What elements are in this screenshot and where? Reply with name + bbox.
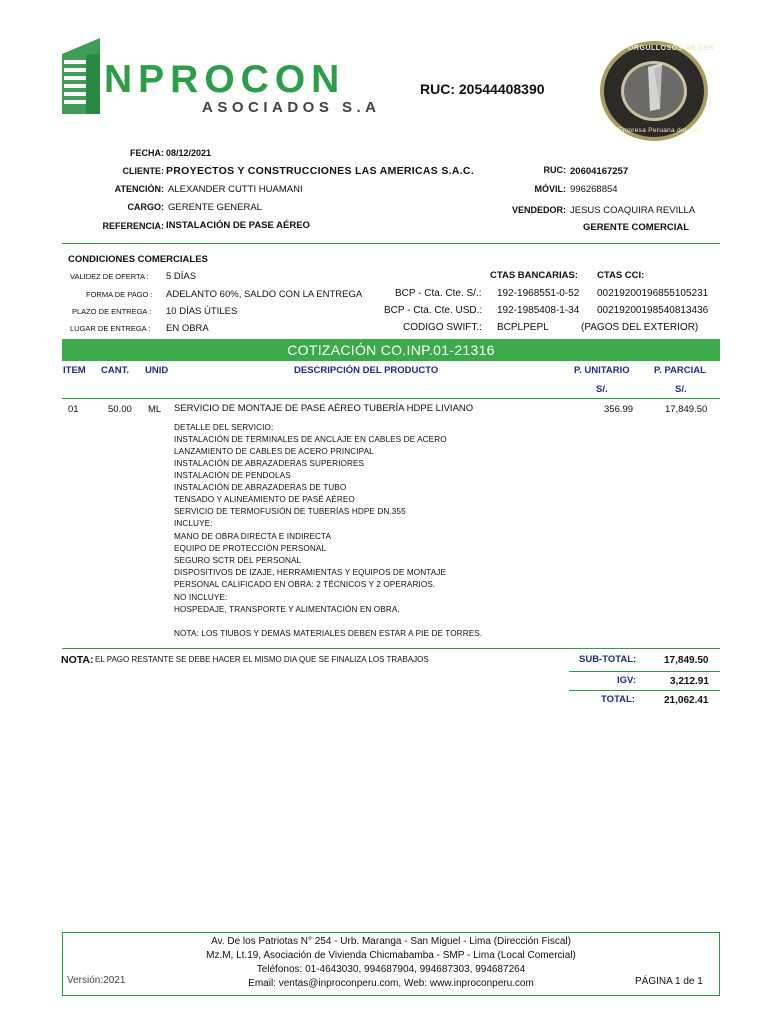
col-cant: CANT. xyxy=(101,365,129,376)
col-unit-price: P. UNITARIO xyxy=(574,365,630,376)
detail-line: INSTALACIÓN DE ABRAZADERAS SUPERIORES xyxy=(174,459,365,468)
detail-line: INSTALACIÓN DE TERMINALES DE ANCLAJE EN CABLES DE ACERO xyxy=(174,435,447,444)
cliente-value: PROYECTOS Y CONSTRUCCIONES LAS AMERICAS S.A.C. xyxy=(166,165,475,177)
footer-address-fiscal: Av. De los Patriotas N° 254 - Urb. Maranga - San Miguel - Lima (Dirección Fiscal) xyxy=(211,936,571,947)
igv-divider xyxy=(569,690,720,691)
detail-line: MANO DE OBRA DIRECTA E INDIRECTA xyxy=(174,532,332,541)
detail-line: HOSPEDAJE, TRANSPORTE Y ALIMENTACIÓN EN OBRA. xyxy=(174,605,400,614)
bcp-usd-label: BCP - Cta. Cte. USD.: xyxy=(384,305,483,316)
divider xyxy=(62,243,720,244)
detail-line: INSTALACIÓN DE PENDOLAS xyxy=(174,471,291,480)
detail-line: TENSADO Y ALINEAMIENTO DE PASÉ AÉREO xyxy=(174,495,355,504)
logo-main-text: NPROCON xyxy=(104,58,346,101)
vendedor-value: JESUS COAQUIRA REVILLA xyxy=(570,205,696,216)
row-unid: ML xyxy=(148,404,162,415)
logo-building-icon xyxy=(60,36,110,116)
atencion-label: ATENCIÓN: xyxy=(114,184,164,194)
company-ruc: RUC: 20544408390 xyxy=(420,81,545,97)
footer-version: Versión:2021 xyxy=(67,975,126,986)
subtotal-value: 17,849.50 xyxy=(664,655,709,666)
detail-line: LANZAMIENTO DE CABLES DE ACERO PRINCIPAL xyxy=(174,447,374,456)
movil-value: 996268854 xyxy=(570,184,618,195)
vendedor-cargo: GERENTE COMERCIAL xyxy=(583,222,690,233)
cci-soles-account: 00219200196855105231 xyxy=(597,288,709,299)
detail-line: SEGURO SCTR DEL PERSONAL xyxy=(174,556,302,565)
subtotal-divider xyxy=(569,671,720,672)
subtotal-label: SUB-TOTAL: xyxy=(579,654,637,665)
table-header-divider xyxy=(62,398,720,399)
validez-value: 5 DÍAS xyxy=(166,271,197,282)
row-cant: 50.00 xyxy=(108,404,132,415)
seal-bottom-text: Empresa Peruana del Año xyxy=(618,127,701,134)
footer-phones: Teléfonos: 01-4643030, 994687904, 994687303, 994687264 xyxy=(256,964,526,975)
detail-line: INCLUYE: xyxy=(174,519,213,528)
vendedor-label: VENDEDOR: xyxy=(511,205,566,215)
client-ruc-label: RUC: xyxy=(543,165,566,175)
footer-page-number: PÁGINA 1 de 1 xyxy=(635,976,703,987)
plazo-label: PLAZO DE ENTREGA : xyxy=(72,307,152,316)
col-unid: UNID xyxy=(145,365,169,376)
quote-number: COTIZACIÓN CO.INP.01-21316 xyxy=(287,342,495,358)
col-item: ITEM xyxy=(63,365,86,376)
detail-line: DETALLE DEL SERVICIO: xyxy=(174,423,274,432)
detail-line: NO INCLUYE: xyxy=(174,593,228,602)
detail-line: EQUIPO DE PROTECCIÓN PERSONAL xyxy=(174,544,327,553)
igv-label: IGV: xyxy=(617,675,637,686)
table-bottom-divider xyxy=(62,648,720,649)
referencia-label: REFERENCIA: xyxy=(102,221,164,231)
plazo-value: 10 DÍAS ÚTILES xyxy=(166,306,238,317)
cliente-label: CLIENTE: xyxy=(122,166,164,176)
ctas-bancarias-title: CTAS BANCARIAS: xyxy=(490,270,578,281)
forma-value: ADELANTO 60%, SALDO CON LA ENTREGA xyxy=(166,289,363,300)
igv-value: 3,212.91 xyxy=(670,676,709,687)
atencion-value: ALEXANDER CUTTI HUAMANI xyxy=(168,184,303,195)
swift-note: (PAGOS DEL EXTERIOR) xyxy=(581,322,699,333)
row-desc: SERVICIO DE MONTAJE DE PASE AÉREO TUBERÍA HDPE LIVIANO xyxy=(174,403,474,414)
detail-line: INSTALACIÓN DE ABRAZADERAS DE TUBO xyxy=(174,483,347,492)
conditions-title: CONDICIONES COMERCIALES xyxy=(68,254,208,265)
cargo-label: CARGO: xyxy=(127,202,164,212)
bcp-usd-account: 192-1985408-1-34 xyxy=(497,305,580,316)
validez-label: VALIDEZ DE OFERTA : xyxy=(70,272,149,281)
swift-label: CODIGO SWIFT.: xyxy=(403,322,482,333)
forma-label: FORMA DE PAGO : xyxy=(86,290,153,299)
currency-unit: S/. xyxy=(596,384,608,395)
total-value: 21,062.41 xyxy=(664,695,709,706)
logo-sub-text: ASOCIADOS S.A xyxy=(202,99,381,116)
row-partial-price: 17,849.50 xyxy=(665,404,708,415)
nota-label: NOTA: xyxy=(61,654,94,666)
total-label: TOTAL: xyxy=(601,694,635,705)
bcp-soles-label: BCP - Cta. Cte. S/.: xyxy=(395,288,482,299)
currency-parcial: S/. xyxy=(675,384,687,395)
detail-line: PERSONAL CALIFICADO EN OBRA: 2 TÉCNICOS Y 2 OPERARIOS. xyxy=(174,580,436,589)
detail-note: NOTA: LOS TIUBOS Y DEMAS MATERIALES DEBEN ESTAR A PIE DE TORRES. xyxy=(174,629,483,638)
row-item: 01 xyxy=(68,404,79,415)
ctas-cci-title: CTAS CCI: xyxy=(597,270,645,281)
detail-line: DISPOSITIVOS DE IZAJE, HERRAMIENTAS Y EQUIPOS DE MONTAJE xyxy=(174,568,447,577)
footer-address-comercial: Mz.M, Lt.19, Asociación de Vivienda Chicmabamba - SMP - Lima (Local Comercial) xyxy=(206,950,576,961)
lugar-value: EN OBRA xyxy=(166,323,209,334)
referencia-value: INSTALACIÓN DE PASE AÉREO xyxy=(166,220,310,231)
detail-line: SERVICIO DE TERMOFUSIÓN DE TUBERÍAS HDPE DN.355 xyxy=(174,507,406,516)
cargo-value: GERENTE GENERAL xyxy=(168,202,262,213)
client-ruc-value: 20604167257 xyxy=(570,166,629,177)
fecha-value: 08/12/2021 xyxy=(166,148,212,158)
bcp-soles-account: 192-1968551-0-52 xyxy=(497,288,580,299)
lugar-label: LUGAR DE ENTREGA : xyxy=(70,324,151,333)
award-seal xyxy=(598,39,715,143)
col-desc: DESCRIPCIÓN DEL PRODUCTO xyxy=(294,365,439,376)
company-logo xyxy=(60,36,380,122)
cci-usd-account: 00219200198540813436 xyxy=(597,305,709,316)
nota-text: EL PAGO RESTANTE SE DEBE HACER EL MISMO DIA QUE SE FINALIZA LOS TRABAJOS xyxy=(95,655,429,664)
col-partial-price: P. PARCIAL xyxy=(654,365,706,376)
row-unit-price: 356.99 xyxy=(604,404,634,415)
movil-label: MÓVIL: xyxy=(534,184,566,194)
footer-email-web: Email: ventas@inproconperu.com, Web: www.inproconperu.com xyxy=(248,978,534,989)
swift-code: BCPLPEPL xyxy=(497,322,549,333)
seal-top-text: ORGULLOSOS DE SER xyxy=(628,45,715,52)
fecha-label: FECHA: xyxy=(130,148,164,158)
